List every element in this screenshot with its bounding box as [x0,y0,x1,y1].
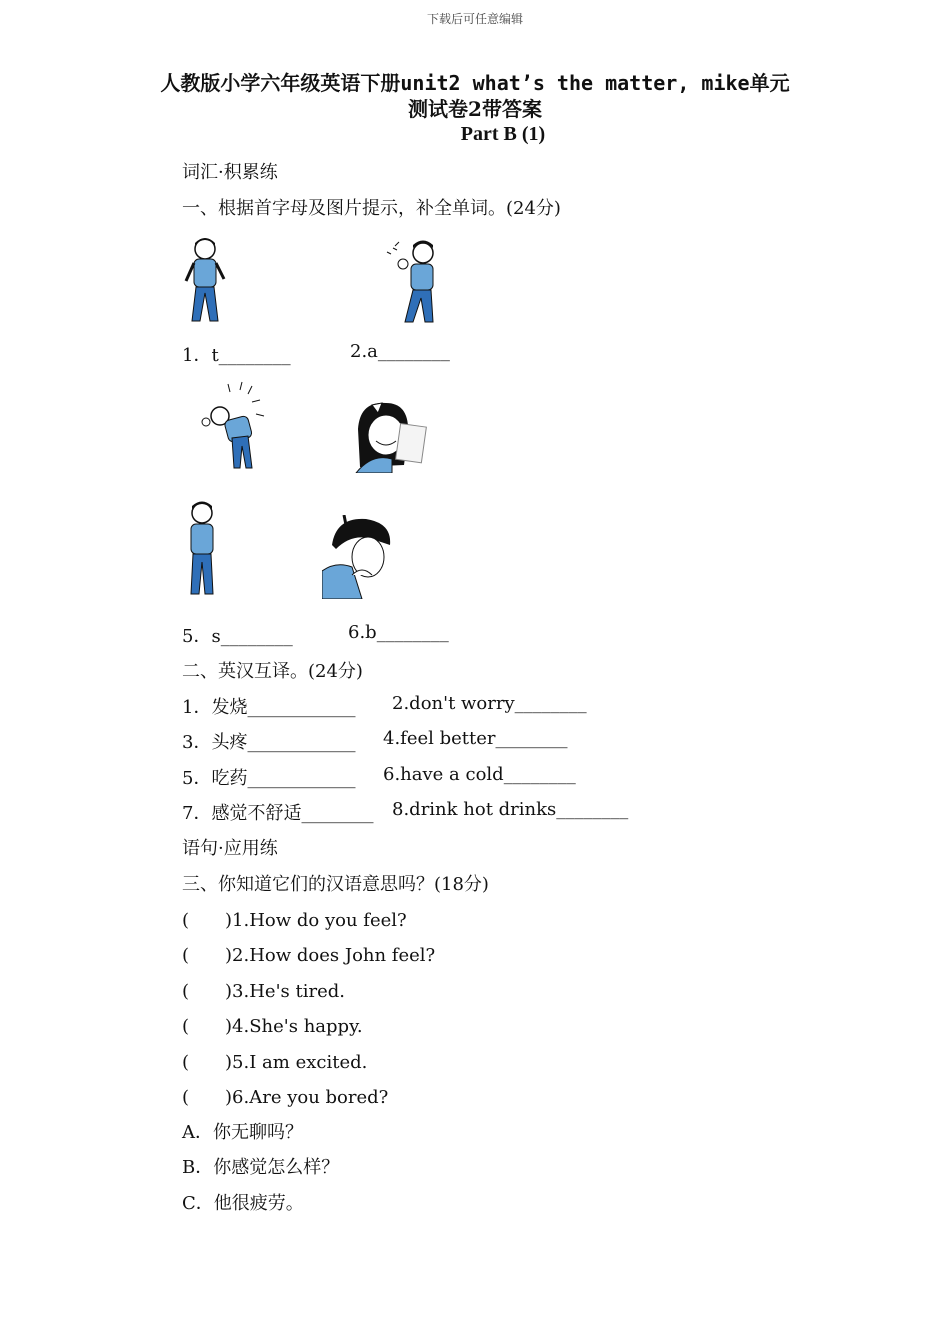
q2-row-2 [182,728,568,754]
q2-item-5: 5．吃药____________ [182,768,356,789]
q2-row-4 [182,799,629,825]
q3-item-2: ( )2.How does John feel? [182,945,436,966]
section-sentence-label: 语句·应用练 [182,838,278,859]
q1-item6: 6.b________ [348,622,449,643]
document-title [140,70,810,122]
q2-item-4: 4.feel better________ [383,728,568,749]
q3-item-5: ( )5.I am excited. [182,1052,368,1073]
sad-boy-illustration [185,500,219,598]
title-mono: unit2 what’s the matter, mike [400,71,750,95]
bored-girl-illustration [322,515,392,599]
q1-heading: 一、根据首字母及图片提示，补全单词。(24分) [182,198,561,219]
q2-item-2: 2.don't worry________ [392,693,587,714]
excited-boy-illustration [198,380,278,472]
q1-item5: 5．s________ [182,626,293,647]
q3-item-4: ( )4.She's happy. [182,1016,363,1037]
document-subtitle: Part B (1) [460,123,546,145]
q3-item-1: ( )1.How do you feel? [182,910,407,931]
page-header: 下载后可任意编辑 [426,12,523,26]
q1-item1: 1．t________ [182,345,291,366]
q3-item-6: ( )6.Are you bored? [182,1087,389,1108]
q2-item-8: 8.drink hot drinks________ [392,799,629,820]
title-part1: 人教版小学六年级英语下册 [160,71,401,95]
happy-girl-illustration [352,395,430,473]
q2-heading: 二、英汉互译。(24分) [182,661,363,682]
q2-item-7: 7．感觉不舒适________ [182,803,374,824]
title-part2: 单元 [749,71,790,95]
q2-row-3 [182,764,576,790]
angry-boy-illustration [385,238,447,326]
q3-item-3: ( )3.He's tired. [182,981,345,1002]
q2-item-3: 3．头疼____________ [182,732,356,753]
q2-row-1 [182,693,587,719]
title-line2: 测试卷2带答案 [408,97,542,121]
tired-boy-illustration [180,235,230,325]
q3-option-c: C．他很疲劳。 [182,1193,304,1214]
q1-item2: 2.a________ [350,341,450,362]
section-vocab-label: 词汇·积累练 [182,162,278,183]
q2-item-1: 1．发烧____________ [182,697,356,718]
q3-option-a: A．你无聊吗？ [182,1122,303,1143]
q2-item-6: 6.have a cold________ [383,764,576,785]
q3-option-b: B．你感觉怎么样？ [182,1157,340,1178]
q3-heading: 三、你知道它们的汉语意思吗？(18分) [182,874,489,895]
